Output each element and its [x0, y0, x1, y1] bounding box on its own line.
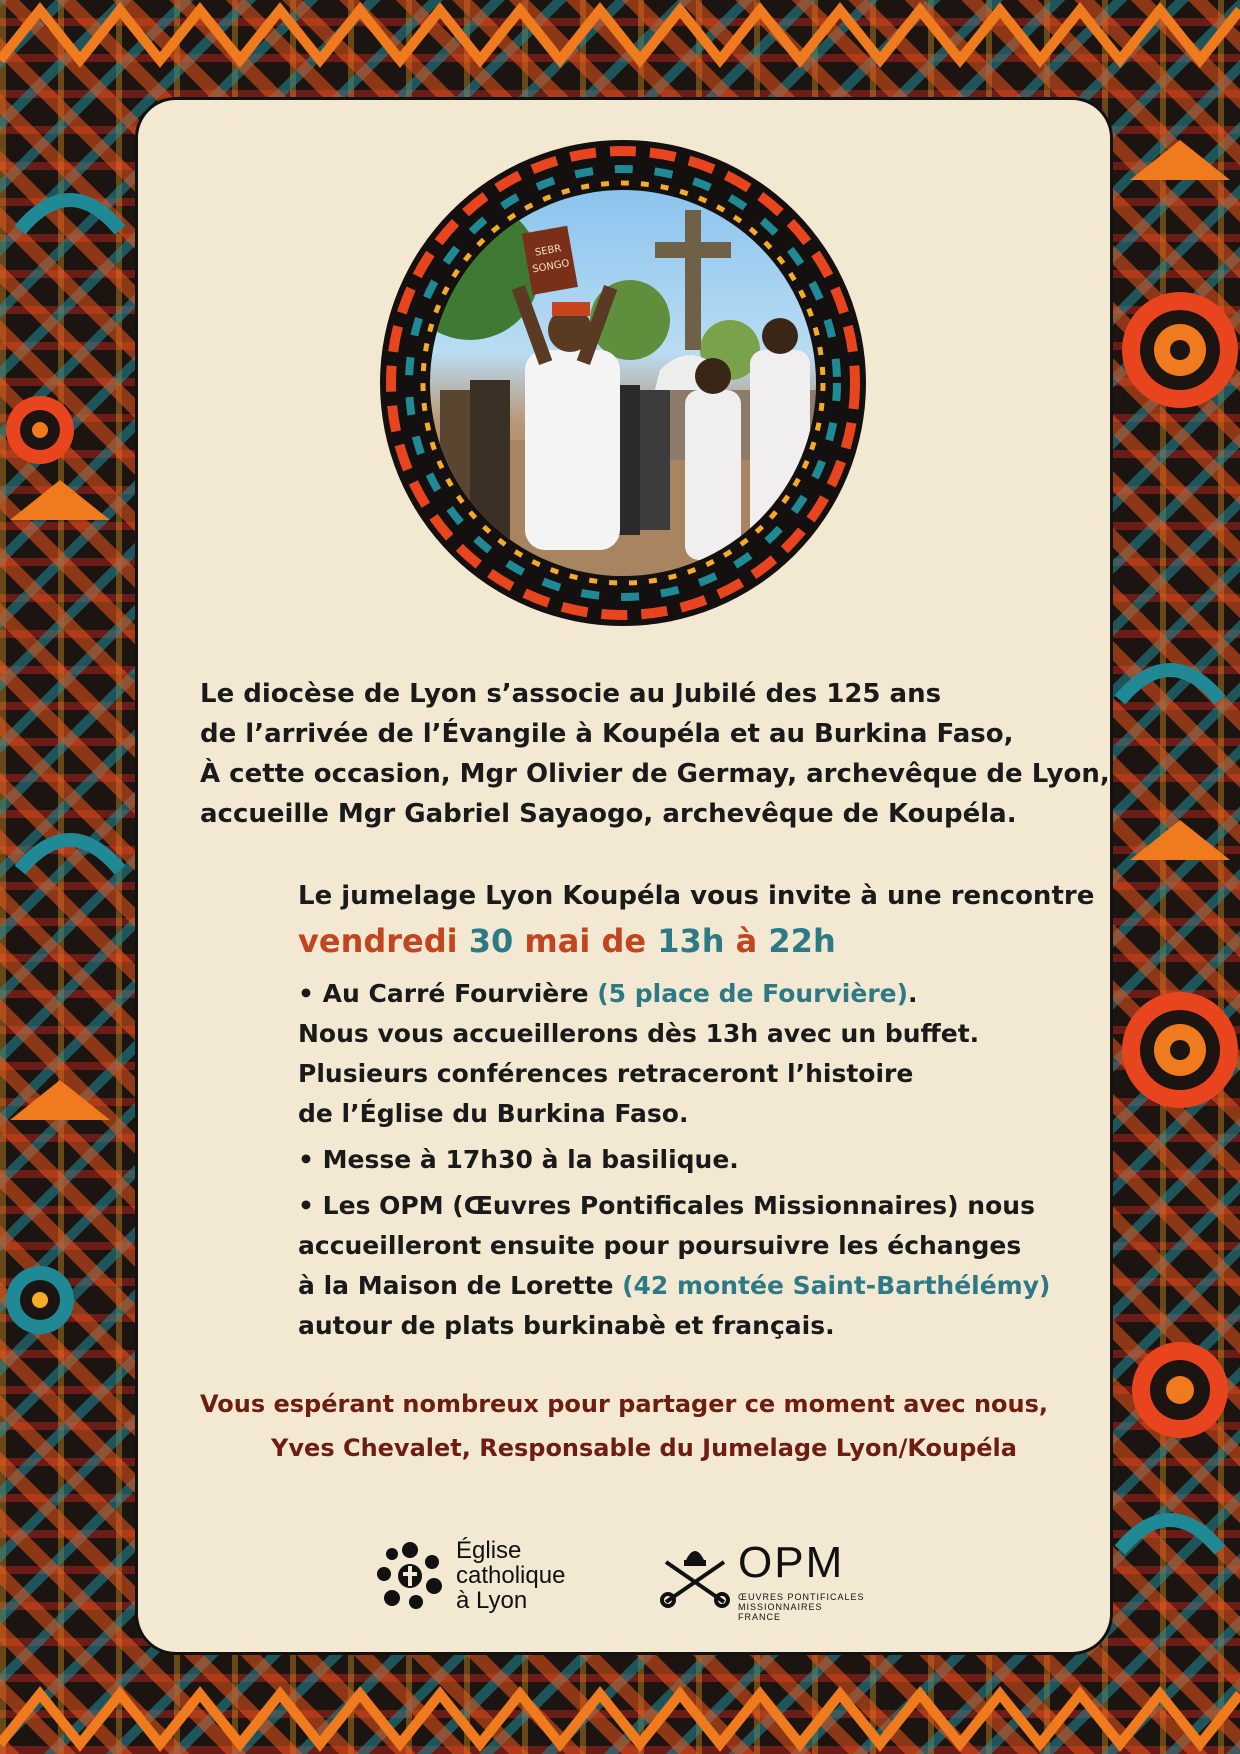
opm-name: OPM: [738, 1538, 845, 1587]
invite-line: Le jumelage Lyon Koupéla vous invite à une rencontre: [298, 881, 1095, 911]
venue-label: • Au Carré Fourvière: [298, 979, 598, 1008]
intro-line: Le diocèse de Lyon s’associe au Jubilé des 125 ans: [200, 679, 942, 709]
program-item-mass: • Messe à 17h30 à la basilique.: [298, 1145, 739, 1174]
lyon-flower-icon: [372, 1538, 448, 1614]
intro-line: de l’arrivée de l’Évangile à Koupéla et au Burkina Faso,: [200, 719, 1014, 749]
program-line: autour de plats burkinabè et français.: [298, 1311, 835, 1340]
program-line: Nous vous accueillerons dès 13h avec un buffet.: [298, 1019, 980, 1048]
invitation-card: [138, 100, 1110, 1652]
lorette-address: (42 montée Saint-Barthélémy): [622, 1271, 1051, 1300]
program-line: Plusieurs conférences retraceront l’histoire: [298, 1059, 914, 1088]
date-end: 22h: [768, 922, 836, 960]
event-photo: [430, 190, 816, 576]
logo-eglise-lyon: [372, 1538, 592, 1618]
date-number: 30: [468, 922, 514, 960]
invitation-details: [298, 876, 1098, 1346]
photo-frame: [380, 140, 866, 626]
date-month: mai de: [524, 922, 647, 960]
closing-line: Vous espérant nombreux pour partager ce moment avec nous,: [199, 1390, 1049, 1418]
lyon-logo-text: [456, 1538, 565, 1613]
date-day: vendredi: [298, 922, 458, 960]
event-date: [298, 918, 1098, 964]
intro-line: accueille Mgr Gabriel Sayaogo, archevêque de Koupéla.: [200, 799, 1017, 829]
lorette-label: à la Maison de Lorette: [298, 1271, 623, 1300]
program-line: • Les OPM (Œuvres Pontificales Missionnaires) nous: [298, 1191, 1035, 1220]
closing-message: [138, 1382, 1110, 1470]
opm-subtitle-line: ŒUVRES PONTIFICALES: [738, 1592, 865, 1602]
program-line: accueilleront ensuite pour poursuivre les échanges: [298, 1231, 1022, 1260]
opm-subtitle-line: MISSIONNAIRES FRANCE: [738, 1602, 823, 1622]
program-item-lorette: [298, 1266, 1098, 1306]
date-start: 13h: [657, 922, 725, 960]
lyon-logo-line: catholique: [456, 1562, 566, 1589]
papal-keys-icon: [658, 1542, 732, 1612]
intro-line: À cette occasion, Mgr Olivier de Germay, archevêque de Lyon,: [200, 759, 1110, 789]
program-item-venue: [298, 974, 1098, 1014]
venue-address: (5 place de Fourvière): [597, 979, 909, 1008]
venue-period: .: [908, 979, 918, 1008]
book-title-line-2: SONGO: [531, 258, 571, 276]
intro-paragraph: [200, 674, 1110, 834]
book-title-line-1: SEBR: [534, 243, 563, 259]
partner-logos: [138, 1530, 1110, 1630]
opm-subtitle: [738, 1592, 868, 1622]
signature: Yves Chevalet, Responsable du Jumelage Lyon/Koupéla: [271, 1434, 1017, 1462]
lyon-logo-line: à Lyon: [456, 1587, 528, 1614]
lyon-logo-line: Église: [456, 1537, 522, 1564]
logo-opm: [658, 1538, 868, 1622]
date-to: à: [735, 922, 758, 960]
program-line: de l’Église du Burkina Faso.: [298, 1099, 689, 1128]
